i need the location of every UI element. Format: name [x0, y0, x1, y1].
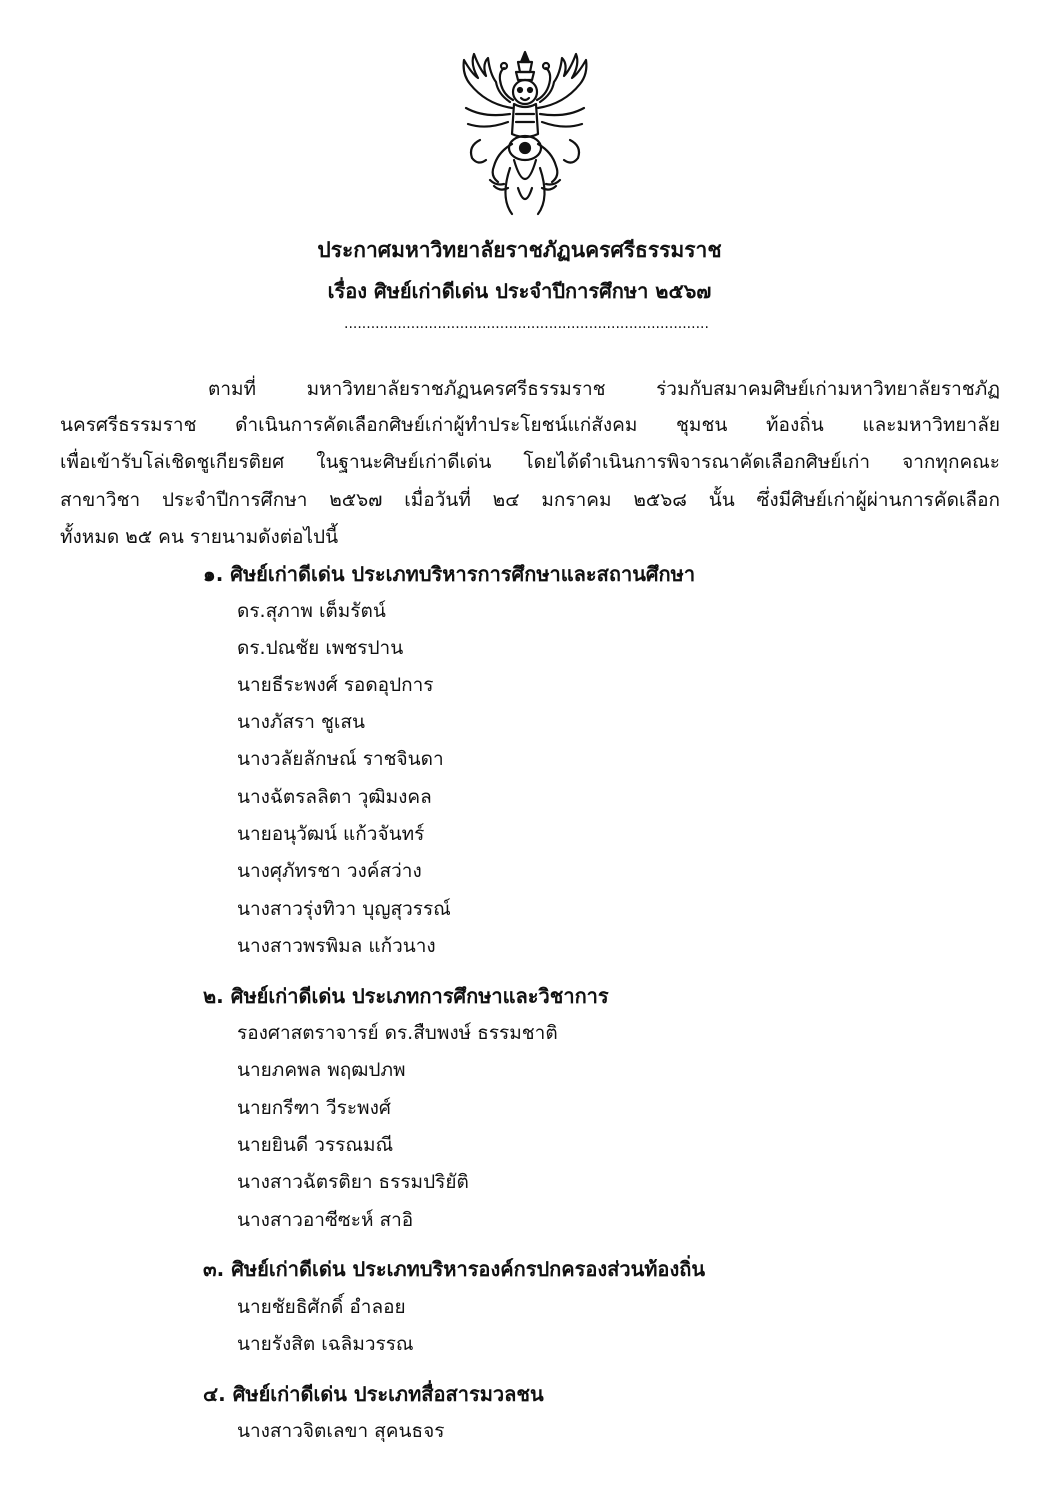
list-item: นายชัยธิศักดิ์ อำลอย — [237, 1296, 406, 1318]
announcement-title: ประกาศมหาวิทยาลัยราชภัฏนครศรีธรรมราช — [317, 238, 722, 262]
list-item: นายรังสิต เฉลิมวรรณ — [237, 1333, 414, 1355]
section-heading-2: ๒. ศิษย์เก่าดีเด่น ประเภทการศึกษาและวิชาการ — [203, 984, 609, 1008]
intro-line-2: นครศรีธรรมราช ดำเนินการคัดเลือกศิษย์เก่าผู้ทำประโยชน์แก่สังคม ชุมชน ท้องถิ่น และมหาวิทยาลัย — [60, 414, 1000, 436]
garuda-emblem-icon — [450, 48, 600, 218]
section-heading-1: ๑. ศิษย์เก่าดีเด่น ประเภทบริหารการศึกษาและสถานศึกษา — [203, 562, 696, 586]
section-heading-3: ๓. ศิษย์เก่าดีเด่น ประเภทบริหารองค์กรปกครองส่วนท้องถิ่น — [203, 1257, 705, 1281]
list-item: นายยินดี วรรณมณี — [237, 1134, 394, 1156]
list-item: นางสาวฉัตรติยา ธรรมปริยัติ — [237, 1171, 469, 1193]
list-item: นางสาวรุ่งทิวา บุญสุวรรณ์ — [237, 898, 451, 920]
list-item: นางฉัตรลลิตา วุฒิมงคล — [237, 786, 432, 808]
list-item: นางศุภัทรชา วงค์สว่าง — [237, 860, 422, 882]
intro-line-1: ตามที่ มหาวิทยาลัยราชภัฏนครศรีธรรมราช ร่วมกับสมาคมศิษย์เก่ามหาวิทยาลัยราชภัฏ — [208, 378, 1000, 400]
list-item: นางสาวพรพิมล แก้วนาง — [237, 935, 436, 957]
list-item: นางภัสรา ชูเสน — [237, 711, 365, 733]
intro-line-4: สาขาวิชา ประจำปีการศึกษา ๒๕๖๗ เมื่อวันที่ ๒๔ มกราคม ๒๕๖๘ นั้น ซึ่งมีศิษย์เก่าผู้ผ่านการคัดเลือก — [60, 489, 1000, 511]
list-item: นายธีระพงศ์ รอดอุปการ — [237, 674, 434, 696]
announcement-subject: เรื่อง ศิษย์เก่าดีเด่น ประจำปีการศึกษา ๒๕๖๗ — [327, 279, 712, 303]
list-item: ดร.สุภาพ เต็มรัตน์ — [237, 600, 386, 622]
list-item: นางวลัยลักษณ์ ราชจินดา — [237, 748, 444, 770]
list-item: นางสาวจิตเลขา สุคนธจร — [237, 1420, 445, 1442]
list-item: นางสาวอาซีซะห์ สาอิ — [237, 1209, 414, 1231]
list-item: นายอนุวัฒน์ แก้วจันทร์ — [237, 823, 425, 845]
list-item: นายกรีฑา วีระพงศ์ — [237, 1097, 391, 1119]
separator-line: .................................................................................. — [344, 316, 709, 332]
list-item: ดร.ปณชัย เพชรปาน — [237, 637, 404, 659]
intro-line-3: เพื่อเข้ารับโล่เชิดชูเกียรติยศ ในฐานะศิษย์เก่าดีเด่น โดยได้ดำเนินการพิจารณาคัดเลือกศิษย์เก่า จากทุกคณะ — [60, 451, 1000, 473]
list-item: นายภคพล พฤฒปภพ — [237, 1059, 406, 1081]
intro-line-5: ทั้งหมด ๒๕ คน รายนามดังต่อไปนี้ — [60, 526, 339, 548]
list-item: รองศาสตราจารย์ ดร.สืบพงษ์ ธรรมชาติ — [237, 1022, 558, 1044]
section-heading-4: ๔. ศิษย์เก่าดีเด่น ประเภทสื่อสารมวลชน — [203, 1382, 544, 1406]
